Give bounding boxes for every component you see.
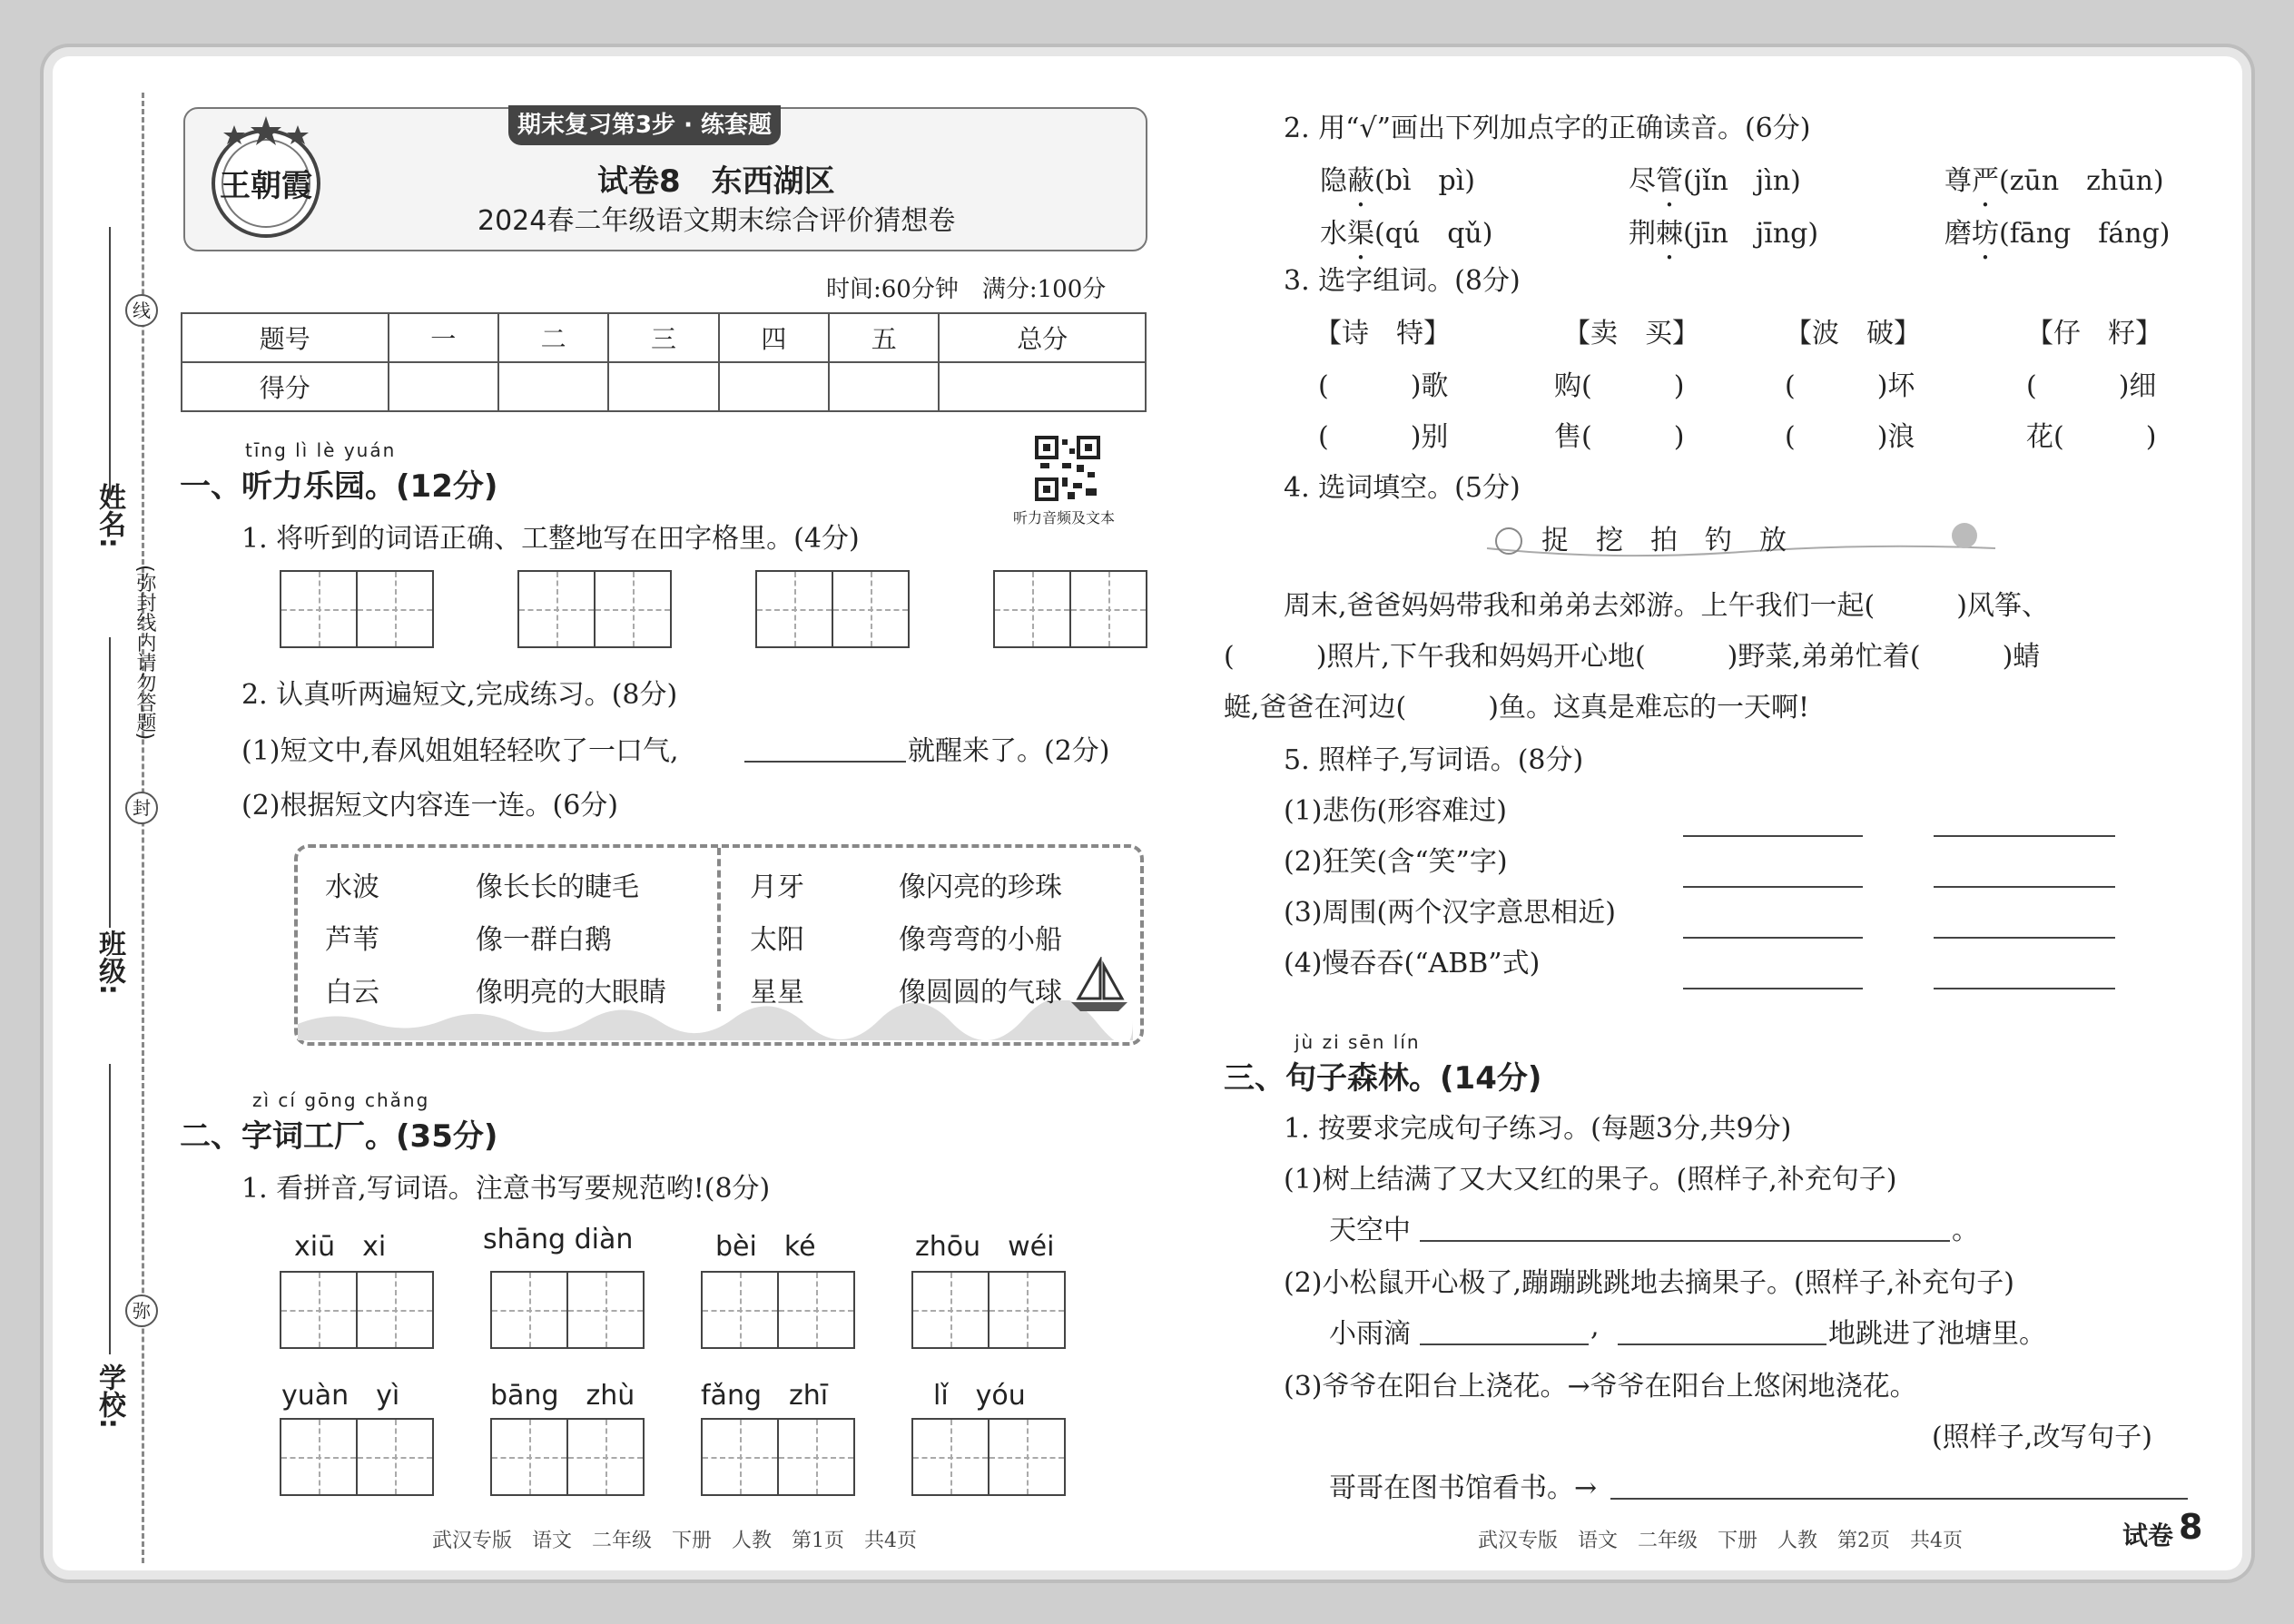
sec2-pinyin: zì cí gōng chǎng [252, 1089, 430, 1111]
writing-grid[interactable] [993, 570, 1147, 648]
writing-grid[interactable] [701, 1418, 855, 1496]
writing-grid[interactable] [490, 1271, 645, 1349]
example-word: (4)慢吞吞(“ABB”式) [1284, 948, 1541, 979]
writing-grid[interactable] [490, 1418, 645, 1496]
word-blank[interactable]: ( )别 [1318, 421, 1449, 453]
match-right-term[interactable]: 星星 [750, 977, 804, 1009]
passage-line[interactable]: 蜓,爸爸在河边( )鱼。这真是难忘的一天啊! [1224, 692, 1809, 723]
pinyin-label: bāng zhù [490, 1380, 635, 1412]
word-blank[interactable]: ( )歌 [1318, 370, 1449, 402]
paper-subtitle: 2024春二年级语文期末综合评价猜想卷 [478, 205, 956, 237]
example-word: (3)周围(两个汉字意思相近) [1284, 897, 1616, 929]
sec2-q5: 5. 照样子,写词语。(8分) [1284, 744, 1584, 776]
sentence-1-start: 天空中 [1329, 1215, 1411, 1246]
match-right-simile[interactable]: 像圆圆的气球 [899, 977, 1062, 1009]
sec2-q4: 4. 选词填空。(5分) [1284, 472, 1521, 504]
score-table-score-row [182, 362, 1146, 411]
sec1-q2-1b: 就醒来了。(2分) [908, 735, 1110, 767]
sentence-1: (1)树上结满了又大又红的果子。(照样子,补充句子) [1284, 1164, 1897, 1196]
reading-item[interactable]: 尊严(zūn zhūn) [1944, 165, 2164, 197]
answer-line[interactable] [1934, 937, 2115, 939]
footer-right: 武汉专版 语文 二年级 下册 人教 第2页 共4页 [1478, 1530, 1963, 1552]
match-left-term[interactable]: 水波 [325, 871, 379, 903]
answer-line[interactable] [1683, 937, 1863, 939]
match-left-simile[interactable]: 像长长的睫毛 [476, 871, 639, 903]
pinyin-label: lǐ yóu [933, 1380, 1026, 1412]
sailboat-icon [1068, 957, 1131, 1020]
sec2-title: 二、字词工厂。(35分) [180, 1118, 498, 1155]
example-word: (2)狂笑(含“笑”字) [1284, 846, 1508, 878]
answer-line[interactable] [1618, 1343, 1826, 1345]
char-group: 【诗 特】 [1314, 318, 1451, 349]
name-label: 姓名: [94, 483, 125, 548]
char-group: 【仔 籽】 [2026, 318, 2162, 349]
writing-grid[interactable] [911, 1271, 1066, 1349]
header-tab: 期末复习第3步 · 练套题 [508, 105, 781, 145]
answer-line[interactable] [1934, 886, 2115, 888]
qr-code-icon [1035, 436, 1100, 501]
match-right-simile[interactable]: 像闪亮的珍珠 [899, 871, 1062, 903]
pinyin-label: xiū xi [294, 1231, 387, 1263]
sec2-q1: 1. 看拼音,写词语。注意书写要规范哟!(8分) [241, 1173, 771, 1205]
table-cell: 总分 [939, 313, 1146, 362]
class-fill-line[interactable] [109, 637, 111, 928]
table-cell: 四 [719, 313, 829, 362]
binding-mark-xian: 线 [125, 294, 158, 327]
pinyin-label: yuàn yì [281, 1380, 400, 1412]
sentence-3-start: 哥哥在图书馆看书。→ [1329, 1472, 1598, 1504]
score-cell[interactable] [608, 362, 718, 411]
writing-grid[interactable] [280, 570, 434, 648]
binding-notice: (弥封线内请勿答题) [133, 565, 156, 741]
word-blank[interactable]: 售( ) [1554, 421, 1685, 453]
score-cell[interactable] [939, 362, 1146, 411]
score-table [181, 312, 1147, 412]
answer-blank[interactable] [744, 761, 906, 763]
answer-line[interactable] [1420, 1343, 1589, 1345]
binding-mark-feng: 封 [125, 792, 158, 824]
sec2-q2: 2. 用“√”画出下列加点字的正确读音。(6分) [1284, 113, 1811, 144]
match-left-simile[interactable]: 像明亮的大眼睛 [476, 977, 666, 1009]
writing-grid[interactable] [755, 570, 910, 648]
char-group: 【波 破】 [1785, 318, 1921, 349]
logo-text: 王朝霞 [220, 168, 312, 204]
footer-left: 武汉专版 语文 二年级 下册 人教 第1页 共4页 [432, 1530, 917, 1552]
match-right-simile[interactable]: 像弯弯的小船 [899, 924, 1062, 956]
word-blank[interactable]: ( )浪 [1785, 421, 1915, 453]
score-cell[interactable] [498, 362, 608, 411]
sec3-title: 三、句子森林。(14分) [1224, 1060, 1542, 1097]
sec3-pinyin: jù zi sēn lín [1295, 1031, 1421, 1053]
answer-line[interactable] [1610, 1498, 2188, 1500]
pinyin-label: bèi ké [715, 1231, 816, 1263]
answer-line[interactable] [1934, 988, 2115, 989]
writing-grid[interactable] [517, 570, 672, 648]
pinyin-label: zhōu wéi [915, 1231, 1055, 1263]
word-blank[interactable]: 购( ) [1554, 370, 1685, 402]
matching-divider [717, 848, 721, 1011]
word-blank[interactable]: ( )细 [2026, 370, 2157, 402]
school-label: 学校: [94, 1363, 125, 1429]
sentence-3-hint: (照样子,改写句子) [1932, 1422, 2152, 1453]
sentence-3: (3)爷爷在阳台上浇花。→爷爷在阳台上悠闲地浇花。 [1284, 1371, 1917, 1403]
match-left-term[interactable]: 白云 [325, 977, 379, 1009]
sentence-2-start: 小雨滴 [1329, 1318, 1411, 1350]
table-cell: 得分 [182, 362, 389, 411]
score-cell[interactable] [389, 362, 498, 411]
match-right-term[interactable]: 太阳 [750, 924, 804, 956]
paper-number: 8 [2179, 1507, 2203, 1547]
sec1-q2: 2. 认真听两遍短文,完成练习。(8分) [241, 679, 678, 711]
match-left-term[interactable]: 芦苇 [325, 924, 379, 956]
example-word: (1)悲伤(形容难过) [1284, 795, 1507, 827]
answer-line[interactable] [1420, 1240, 1950, 1242]
sec1-q2-1a: (1)短文中,春风姐姐轻轻吹了一口气, [241, 735, 679, 767]
score-cell[interactable] [829, 362, 939, 411]
sentence-2-comma: , [1590, 1311, 1600, 1343]
writing-grid[interactable] [701, 1271, 855, 1349]
publisher-logo [198, 113, 334, 240]
writing-grid[interactable] [280, 1418, 434, 1496]
match-right-term[interactable]: 月牙 [750, 871, 804, 903]
reading-item[interactable]: 隐蔽(bì pì) [1320, 165, 1476, 197]
table-cell: 二 [498, 313, 608, 362]
writing-grid[interactable] [911, 1418, 1066, 1496]
sentence-1-end: 。 [1952, 1215, 1979, 1246]
pinyin-label: fǎng zhī [701, 1380, 829, 1412]
reading-item[interactable]: 水渠(qú qǔ) [1320, 218, 1493, 250]
table-cell: 一 [389, 313, 498, 362]
table-cell: 三 [608, 313, 718, 362]
reading-item[interactable]: 尽管(jǐn jìn) [1629, 165, 1801, 197]
word-bank: 捉 挖 拍 钓 放 [1541, 525, 1787, 556]
sec1-title: 一、听力乐园。(12分) [180, 468, 498, 505]
sentence-2-end: 地跳进了池塘里。 [1828, 1318, 2046, 1350]
class-label: 班级: [94, 930, 125, 995]
paper-title: 试卷8 东西湖区 [597, 163, 835, 200]
answer-line[interactable] [1934, 835, 2115, 837]
table-cell: 五 [829, 313, 939, 362]
passage-line[interactable]: ( )照片,下午我和妈妈开心地( )野菜,弟弟忙着( )蜻 [1224, 641, 2041, 673]
answer-line[interactable] [1683, 988, 1863, 989]
time-score: 时间:60分钟 满分:100分 [826, 276, 1107, 303]
exam-sheet [53, 56, 2242, 1570]
table-cell: 题号 [182, 313, 389, 362]
paper-number-label: 试卷 [2122, 1521, 2174, 1550]
reading-item[interactable]: 磨坊(fāng fáng) [1944, 218, 2171, 250]
sec1-q2-2: (2)根据短文内容连一连。(6分) [241, 790, 618, 822]
sec3-q1: 1. 按要求完成句子练习。(每题3分,共9分) [1284, 1113, 1792, 1145]
passage-line[interactable]: 周末,爸爸妈妈带我和弟弟去郊游。上午我们一起( )风筝、 [1284, 590, 2049, 622]
answer-line[interactable] [1683, 835, 1863, 837]
sec1-q1: 1. 将听到的词语正确、工整地写在田字格里。(4分) [241, 523, 860, 555]
reading-item[interactable]: 荆棘(jīn jīng) [1629, 218, 1819, 250]
sec2-q3: 3. 选字组词。(8分) [1284, 265, 1521, 297]
match-left-simile[interactable]: 像一群白鹅 [476, 924, 612, 956]
word-blank[interactable]: 花( ) [2026, 421, 2157, 453]
binding-mark-mi: 弥 [125, 1294, 158, 1327]
char-group: 【卖 买】 [1563, 318, 1699, 349]
answer-line[interactable] [1683, 886, 1863, 888]
score-table-header-row [182, 313, 1146, 362]
school-fill-line[interactable] [109, 1064, 111, 1354]
sec1-pinyin: tīng lì lè yuán [245, 439, 397, 461]
name-fill-line[interactable] [109, 227, 111, 499]
sentence-2: (2)小松鼠开心极了,蹦蹦跳跳地去摘果子。(照样子,补充句子) [1284, 1267, 2014, 1299]
score-cell[interactable] [719, 362, 829, 411]
writing-grid[interactable] [280, 1271, 434, 1349]
pinyin-label: shāng diàn [483, 1224, 634, 1255]
qr-caption: 听力音频及文本 [1013, 509, 1116, 527]
word-blank[interactable]: ( )坏 [1785, 370, 1915, 402]
